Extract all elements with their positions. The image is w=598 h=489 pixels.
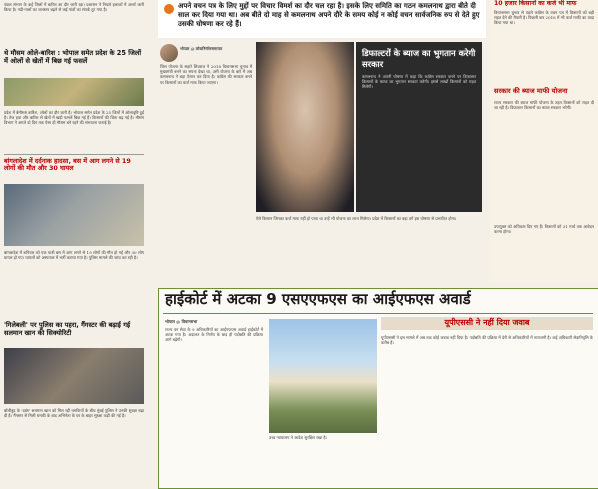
hc-banner: हाईकोर्ट में अटका 9 एसएएफएस का आईएफएस अवार्ड [165, 290, 471, 308]
right-headline-top: 10 हजार किसानों का कर्ज भी माफ [494, 0, 577, 7]
high-court-photo [269, 319, 377, 433]
hc-sub-headline: यूपीएससी ने नहीं दिया जवाब [444, 318, 530, 327]
hc-caption: उच्च न्यायालय ने आदेश सुरक्षित रखा है। [269, 435, 328, 440]
hc-reporter: भोपाल @ विधानसभा [165, 319, 198, 324]
hc-divider [163, 313, 593, 314]
right-text-3: उपायुक्त को अधिकार दिए गए हैं। किसानों को 31 मार्च तक आवेदन करना होगा। [494, 224, 594, 235]
left-headline-2: बांगलादेश में दर्दनाक हादसा, बस में आग लगने से 19 लोगों की मौत और 30 घायल [4, 157, 131, 173]
bus-fire-photo [4, 184, 144, 246]
left-text-2: प्रदेश में बेमौसम बारिश, ओलों का दौर जारी है। भोपाल समेत प्रदेश के 25 जिलों में ओलावृष्टि हुई है। तेज हवा और बारिश से खेतों में खड़ी फसलें बिछ गई हैं। किसानों की चिंता बढ़ गई है। मौसम विभाग ने अगले दो दिन तक ऐसा ही मौसम बने रहने की संभावना जताई है। [4, 110, 144, 126]
reporter-avatar [160, 44, 178, 62]
left-text-4: बॉलीवुड के 'दबंग' सलमान खान को मिल रही धमकियों के बीच मुंबई पुलिस ने उनकी सुरक्षा बढ़ा दी है। गैंगस्टर से मिली धमकी के बाद अभिनेता के घर के बाहर सुरक्षा कड़ी की गई है। [4, 408, 144, 419]
right-text-2: राज्य सरकार की ब्याज माफी योजना के तहत किसानों को राहत दी जा रही है। डिफाल्टर किसानों का ब्याज सरकार भरेगी। [494, 100, 594, 111]
left-text-1: चंबल संभाग के कई जिलों में बारिश का दौर जारी रहा। प्रशासन ने निचले इलाकों में अलर्ट जारी किया है। नदी-नालों का जलस्तर बढ़ने से कई गांवों का संपर्क टूट गया है। [4, 2, 144, 13]
field-photo [4, 78, 144, 106]
quote-text: कमलनाथ ने अपनी घोषणा में कहा कि कांग्रेस सरकार बनने पर डिफाल्टर किसानों के ब्याज का भुगतान सरकार करेगी। इससे लाखों किसानों को राहत मिलेगी। [362, 74, 476, 90]
hc-text-2: यूपीएससी ने इस मामले में अब तक कोई जवाब नहीं दिया है। पदोन्नति की प्रक्रिया में देरी से अधिकारियों में नाराजगी है। कई अधिकारी सेवानिवृत्ति के करीब हैं। [381, 335, 593, 346]
top-headline: अपने वचन पत्र के लिए मुद्दों पर विचार विमर्श का दौर चल रहा है। इसके लिए समिति का गठन कमलनाथ द्वारा बीते दी साल कर दिया गया था। अब बीते दो माह से कमलनाथ अपने दौरे के समय कोई न कोई वचन सार्वजनिक रुप से देते हुए उसकी घोषणा कर रहे हैं। [178, 2, 480, 28]
hc-text-1: राज्य वन सेवा के 9 अधिकारियों का आईएफएस अवार्ड हाईकोर्ट में अटक गया है। अदालत के निर्णय के बाद ही पदोन्नति की प्रक्रिया आगे बढ़ेगी। [165, 327, 263, 343]
center-reporter: भोपाल @ लोकनिर्माणसमाचार [180, 46, 223, 51]
center-text-2: ऐसे किसान जिनका कर्ज माफ नहीं हो पाया था उन्हें भी योजना का लाभ मिलेगा। प्रदेश में किसानों का बड़ा वर्ग इस घोषणा से प्रभावित होगा। [256, 216, 457, 221]
center-text-1: जिस योजना के सहारे शिवराज ने 2018 विधानसभा चुनाव में मुख्यमंत्री बनने का सपना देखा था, उसी योजना के बारे में अब कमलनाथ ने बड़ा ऐलान कर दिया है। कांग्रेस की सरकार बनने पर किसानों का कर्ज माफ किया जाएगा। [160, 64, 252, 85]
right-text-1: विधानसभा चुनाव से पहले कांग्रेस के वचन पत्र में किसानों को बड़ी राहत देने की तैयारी है। पिछली बार 2018 में भी कर्ज माफी का वादा किया गया था। [494, 10, 594, 26]
left-headline-1: थे मौसम ओले-बारिश : भोपाल समेत प्रदेश के 25 जिलों में ओलों से खेतों में बिछ गई फसलें [4, 49, 142, 65]
left-headline-3: 'गिलेबली' पर पुलिस का पहरा, गैंगस्टर की बढ़ाई गई सलमान खान की सिक्योरिटी [4, 321, 131, 337]
divider [4, 154, 144, 155]
left-text-3: बांगलादेश में शनिवार को एक यात्री बस में आग लगने से 19 लोगों की मौत हो गई और 30 लोग घायल हो गए। घायलों को अस्पताल में भर्ती कराया गया है। पुलिस मामले की जांच कर रही है। [4, 250, 144, 261]
right-headline-2: सरकार की ब्याज माफी योजना [494, 87, 568, 95]
kamalnath-photo [256, 42, 354, 212]
salman-security-photo [4, 348, 144, 404]
bullet-icon [164, 4, 174, 14]
quote-headline: डिफाल्टरों के ब्याज का भुगतान करेगी सरकार [362, 48, 476, 69]
